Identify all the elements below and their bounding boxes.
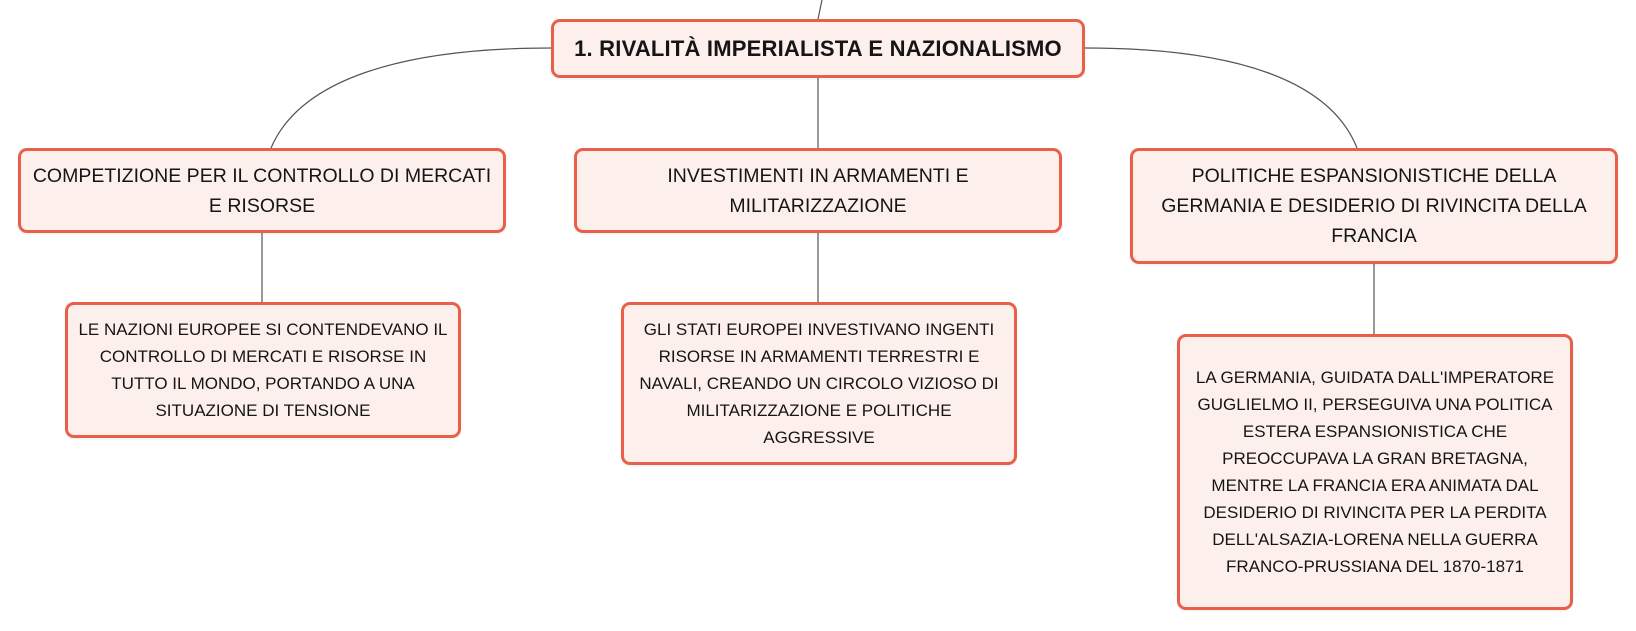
subtopic-node-armaments[interactable] xyxy=(574,148,1062,233)
subtopic-label: INVESTIMENTI IN ARMAMENTI E MILITARIZZAZIONE xyxy=(667,164,969,217)
detail-node-markets[interactable] xyxy=(65,302,461,438)
connector-parent-to-root xyxy=(818,0,822,19)
root-topic-label: 1. RIVALITÀ IMPERIALISTA E NAZIONALISMO xyxy=(574,35,1062,61)
detail-text: GLI STATI EUROPEI INVESTIVANO INGENTI RISORSE IN ARMAMENTI TERRESTRI E NAVALI, CREANDO UN CIRCOLO VIZIOSO DI MILITARIZZAZIONE E POLITICHE AGGRESSIVE xyxy=(639,320,999,447)
subtopic-node-expansionism[interactable] xyxy=(1130,148,1618,264)
detail-node-armaments[interactable] xyxy=(621,302,1017,465)
connector-root-to-branch-1 xyxy=(271,48,551,148)
connector-root-to-branch-3 xyxy=(1085,48,1357,148)
root-topic-node[interactable] xyxy=(551,19,1085,78)
subtopic-node-markets[interactable] xyxy=(18,148,506,233)
detail-text: LE NAZIONI EUROPEE SI CONTENDEVANO IL CONTROLLO DI MERCATI E RISORSE IN TUTTO IL MONDO, PORTANDO A UNA SITUAZIONE DI TENSIONE xyxy=(78,320,448,420)
subtopic-label: POLITICHE ESPANSIONISTICHE DELLA GERMANIA E DESIDERIO DI RIVINCITA DELLA FRANCIA xyxy=(1161,165,1587,247)
detail-node-expansionism[interactable] xyxy=(1177,334,1573,610)
subtopic-label: COMPETIZIONE PER IL CONTROLLO DI MERCATI E RISORSE xyxy=(32,164,492,217)
detail-text: LA GERMANIA, GUIDATA DALL'IMPERATORE GUGLIELMO II, PERSEGUIVA UNA POLITICA ESTERA ESPANSIONISTICA CHE PREOCCUPAVA LA GRAN BRETAGNA, MENTRE LA FRANCIA ERA ANIMATA DAL DESIDERIO DI RIVINCITA PER LA PERDITA DELL'ALSAZIA-LORENA NELLA GUERRA FRANCO-PRUSSIANA DEL 1870-1871 xyxy=(1195,368,1555,576)
